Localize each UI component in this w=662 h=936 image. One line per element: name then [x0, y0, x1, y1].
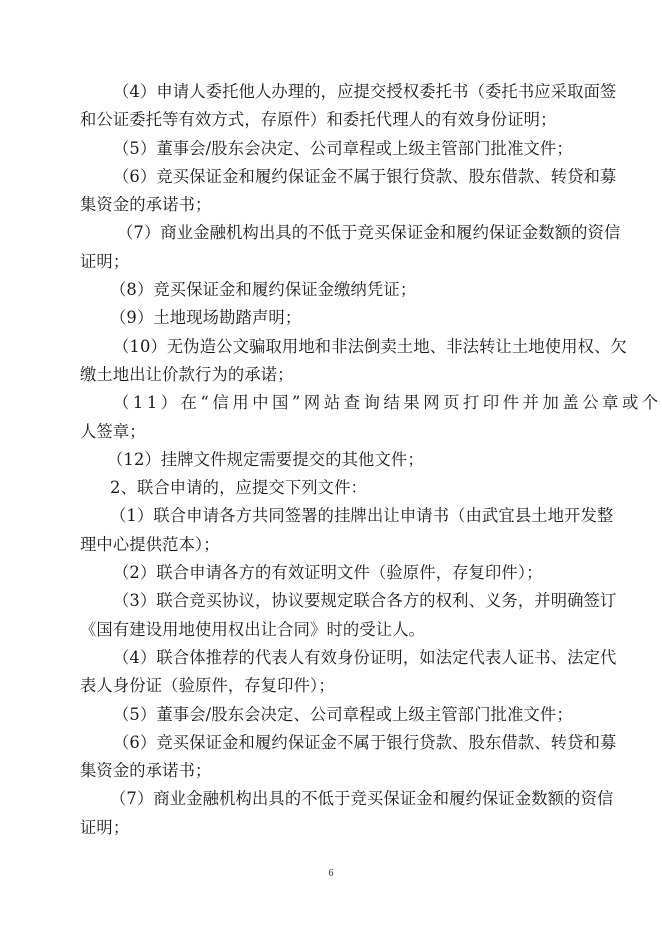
- paragraph-line: （5）董事会/股东会决定、公司章程或上级主管部门批准文件；: [113, 704, 573, 724]
- paragraph-line: （8）竞买保证金和履约保证金缴纳凭证；: [110, 280, 417, 300]
- section-heading: 2、联合申请的，应提交下列文件：: [110, 478, 367, 498]
- paragraph-line: （4）联合体推荐的代表人有效身份证明，如法定代表人证书、法定代: [113, 647, 617, 667]
- paragraph-line: （2）联合申请各方的有效证明文件（验原件，存复印件）；: [113, 563, 543, 583]
- paragraph-line: （5）董事会/股东会决定、公司章程或上级主管部门批准文件；: [113, 138, 573, 158]
- paragraph-line: （3）联合竞买协议，协议要规定联合各方的权利、义务，并明确签订: [113, 591, 617, 611]
- paragraph-line: 缴土地出让价款行为的承诺；: [80, 364, 294, 384]
- paragraph-line: 表人身份证（验原件，存复印件）；: [80, 676, 335, 696]
- paragraph-line: 证明；: [80, 251, 130, 271]
- paragraph-line: 人签章；: [80, 421, 146, 441]
- paragraph-line: （12）挂牌文件规定需要提交的其他文件；: [107, 449, 424, 469]
- paragraph-line: （7）商业金融机构出具的不低于竞买保证金和履约保证金数额的资信: [110, 789, 614, 809]
- paragraph-line: （1）联合申请各方共同签署的挂牌出让申请书（由武宜县土地开发整: [110, 506, 614, 526]
- paragraph-line: 证明；: [80, 817, 130, 837]
- paragraph-line: （6）竞买保证金和履约保证金不属于银行贷款、股东借款、转贷和募: [113, 166, 617, 186]
- paragraph-line: （6）竞买保证金和履约保证金不属于银行贷款、股东借款、转贷和募: [113, 732, 617, 752]
- paragraph-line: 和公证委托等有效方式，存原件）和委托代理人的有效身份证明；: [80, 110, 557, 130]
- paragraph-line: （9）土地现场勘踏声明；: [110, 308, 302, 328]
- paragraph-line: （10）无伪造公文骗取用地和非法倒卖土地、非法转让土地使用权、欠: [113, 336, 627, 356]
- page-number: 6: [328, 868, 334, 879]
- paragraph-line: （11）在“信用中国”网站查询结果网页打印件并加盖公章或个: [113, 393, 662, 413]
- paragraph-line: （7）商业金融机构出具的不低于竞买保证金和履约保证金数额的资信: [117, 223, 621, 243]
- paragraph-line: 《国有建设用地使用权出让合同》时的受让人。: [80, 619, 426, 639]
- paragraph-line: （4）申请人委托他人办理的，应提交授权委托书（委托书应采取面签: [113, 82, 617, 101]
- paragraph-line: 理中心提供范本）；: [80, 534, 220, 554]
- paragraph-line: 集资金的承诺书；: [80, 195, 212, 215]
- paragraph-line: 集资金的承诺书；: [80, 761, 212, 781]
- document-page: [80, 78, 662, 842]
